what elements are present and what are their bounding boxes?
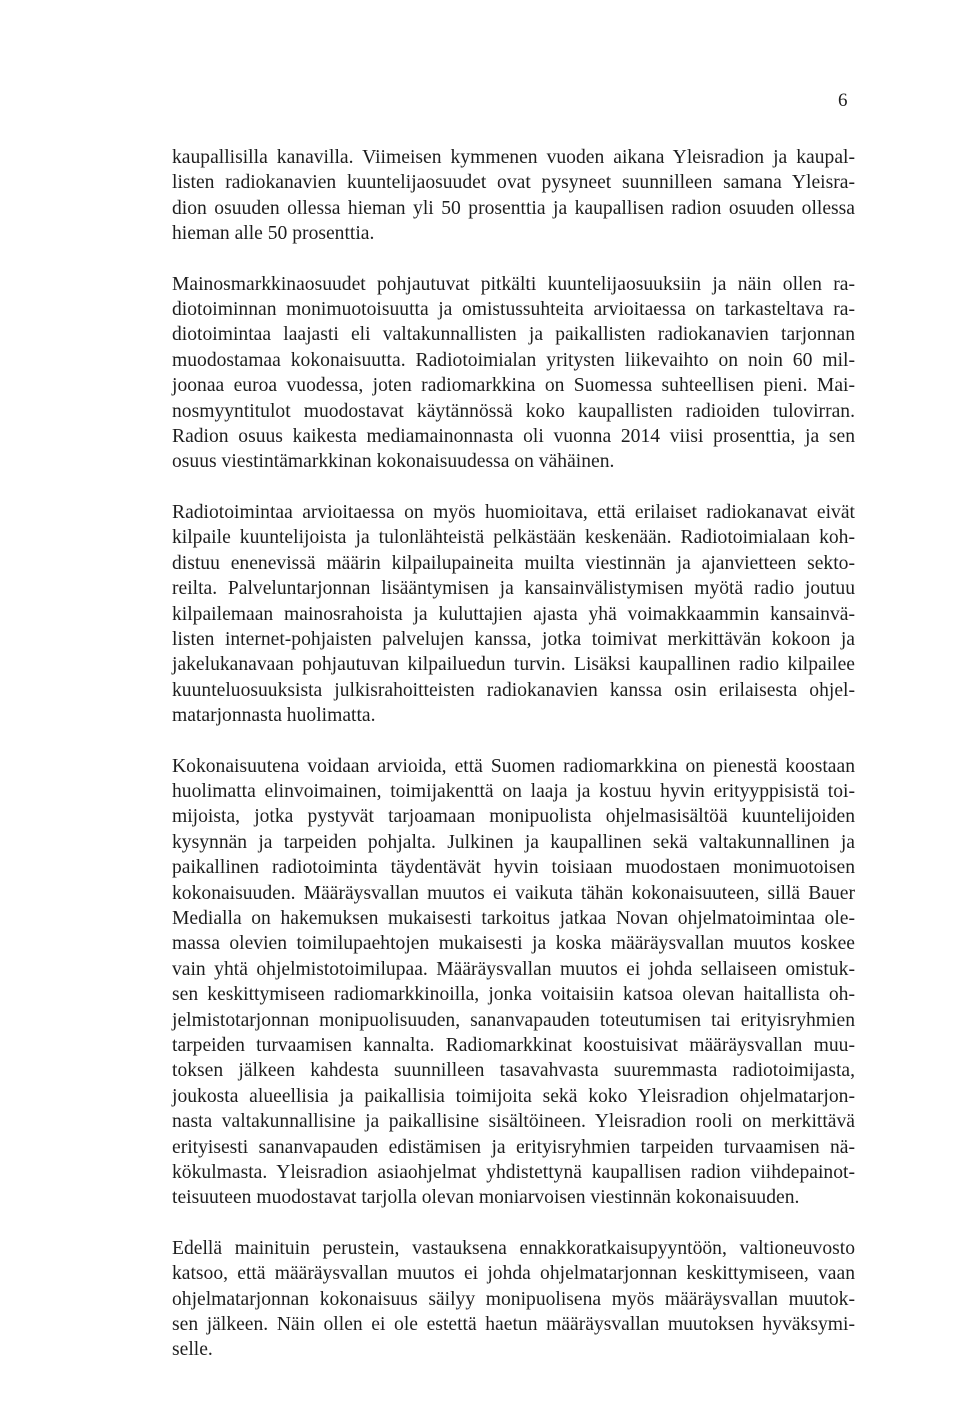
text-line: reilta. Palveluntarjonnan lisääntymisen ja kansainvälistymisen myötä radio joutuu: [172, 578, 855, 600]
text-line: kaupallisilla kanavilla. Viimeisen kymmenen vuoden aikana Yleisradion ja kaupal-: [172, 147, 855, 168]
text-line: mijoista, jotka pystyvät tarjoamaan monipuolista ohjelmasisältöä kuuntelijoiden: [172, 806, 855, 828]
text-line: listen radiokanavien kuuntelijaosuudet ovat pysyneet suunnilleen samana Yleisra-: [172, 172, 855, 194]
text-line: huolimatta elinvoimainen, toimijakenttä on laaja ja kostuu hyvin erityyppisistä toi-: [172, 780, 855, 802]
text-line: sen jälkeen. Näin ollen ei ole estettä haetun määräysvallan muutoksen hyväksymi-: [172, 1314, 855, 1336]
text-line: joukosta alueellisia ja paikallisia toimijoita sekä koko Yleisradion ohjelmatarjon-: [172, 1085, 855, 1107]
text-line: jakelukanavaan pohjautuvan kilpailuedun turvin. Lisäksi kaupallinen radio kilpailee: [172, 654, 855, 676]
text-line: vain yhtä ohjelmistotoimilupaa. Määräysvallan muutos ei johda sellaiseen omistuk-: [172, 958, 855, 980]
text-line: nosmyyntitulot muodostavat käytännössä koko kaupallisten radioiden tulovirran.: [172, 400, 855, 422]
text-line: Radiotoimintaa arvioitaessa on myös huomioitava, että erilaiset radiokanavat eivät: [172, 501, 855, 523]
document-body: [172, 145, 855, 1388]
text-line: hieman alle 50 prosenttia.: [172, 223, 375, 245]
text-line: dion osuuden ollessa hieman yli 50 prosenttia ja kaupallisen radion osuuden ollessa: [172, 197, 855, 219]
text-line: diotoimintaa laajasti eli valtakunnallisten ja paikallisten radiokanavien tarjonnan: [172, 324, 855, 346]
text-line: erityisesti sananvapauden edistämisen ja erityisryhmien tarpeiden turvaamisen nä-: [172, 1136, 855, 1158]
paragraph-4: [172, 754, 855, 1211]
paragraph-3: [172, 500, 855, 729]
text-line: kilpaile kuuntelijoista ja tulonlähteistä pelkästään keskenään. Radiotoimialaan koh-: [172, 527, 855, 549]
text-line: muodostamaa kokonaisuutta. Radiotoimialan yritysten liikevaihto on noin 60 mil-: [172, 349, 855, 371]
paragraph-1: [172, 145, 855, 247]
text-line: Kokonaisuutena voidaan arvioida, että Suomen radiomarkkina on pienestä koostaan: [172, 755, 855, 777]
text-line: osuus viestintämarkkinan kokonaisuudessa on vähäinen.: [172, 451, 615, 473]
text-line: tarpeiden turvaamisen kannalta. Radiomarkkinat koostuisivat määräysvallan muu-: [172, 1035, 855, 1056]
text-line: Edellä mainituin perustein, vastauksena ennakkoratkaisupyyntöön, valtioneuvosto: [172, 1237, 855, 1259]
text-line: paikallinen radiotoiminta täydentävät hyvin toisiaan muodostaen monimuotoisen: [172, 857, 855, 879]
text-line: kökulmasta. Yleisradion asiaohjelmat yhdistettynä kaupallisen radion viihdepainot-: [172, 1162, 855, 1184]
text-line: matarjonnasta huolimatta.: [172, 705, 376, 727]
text-line: ohjelmatarjonnan kokonaisuus säilyy monipuolisena myös määräysvallan muutok-: [172, 1288, 855, 1310]
page-number: 6: [838, 90, 848, 111]
text-line: kysynnän ja tarpeiden pohjalta. Julkinen ja kaupallinen sekä valtakunnallinen ja: [172, 831, 855, 853]
text-line: kilpailemaan mainosrahoista ja kuluttajien ajasta yhä voimakkaammin kansainvä-: [172, 603, 855, 625]
text-line: katsoo, että määräysvallan muutos ei johda ohjelmatarjonnan keskittymiseen, vaan: [172, 1263, 855, 1285]
text-line: listen internet-pohjaisten palvelujen kanssa, jotka toimivat merkittävän kokoon ja: [172, 628, 855, 650]
paragraph-5: [172, 1236, 855, 1363]
text-line: massa olevien toimilupaehtojen mukaisesti ja koska määräysvallan muutos koskee: [172, 933, 855, 955]
text-line: distuu enenevissä määrin kilpailupaineita muilta viestinnän ja ajanvietteen sekto-: [172, 552, 855, 574]
text-line: teisuuteen muodostavat tarjolla olevan moniarvoisen viestinnän kokonaisuuden.: [172, 1187, 800, 1209]
text-line: selle.: [172, 1339, 213, 1361]
text-line: toksen jälkeen kahdesta suunnilleen tasavahvasta suuremmasta radiotoimijasta,: [172, 1060, 855, 1082]
text-line: nasta valtakunnallisine ja paikallisine sisältöineen. Yleisradion rooli on merkittävä: [172, 1111, 855, 1133]
text-line: joonaa euroa vuodessa, joten radiomarkkina on Suomessa suhteellisen pieni. Mai-: [172, 375, 855, 397]
text-line: jelmistotarjonnan monipuolisuuden, sananvapauden toteutumisen tai erityisryhmien: [172, 1009, 855, 1031]
paragraph-2: [172, 272, 855, 475]
text-line: kokonaisuuden. Määräysvallan muutos ei vaikuta tähän kokonaisuuteen, sillä Bauer: [172, 882, 855, 904]
text-line: diotoiminnan monimuotoisuutta ja omistussuhteita arvioitaessa on tarkasteltava ra-: [172, 299, 855, 321]
text-line: Medialla on hakemuksen mukaisesti tarkoitus jatkaa Novan ohjelmatoimintaa ole-: [172, 907, 855, 929]
text-line: kuunteluosuuksista julkisrahoitteisten radiokanavien kanssa osin erilaisesta ohjel-: [172, 679, 855, 701]
text-line: Mainosmarkkinaosuudet pohjautuvat pitkälti kuuntelijaosuuksiin ja näin ollen ra-: [172, 273, 855, 295]
text-line: sen keskittymiseen radiomarkkinoilla, jonka voitaisiin katsoa olevan haitallista oh-: [172, 984, 855, 1006]
text-line: Radion osuus kaikesta mediamainonnasta oli vuonna 2014 viisi prosenttia, ja sen: [172, 426, 855, 448]
